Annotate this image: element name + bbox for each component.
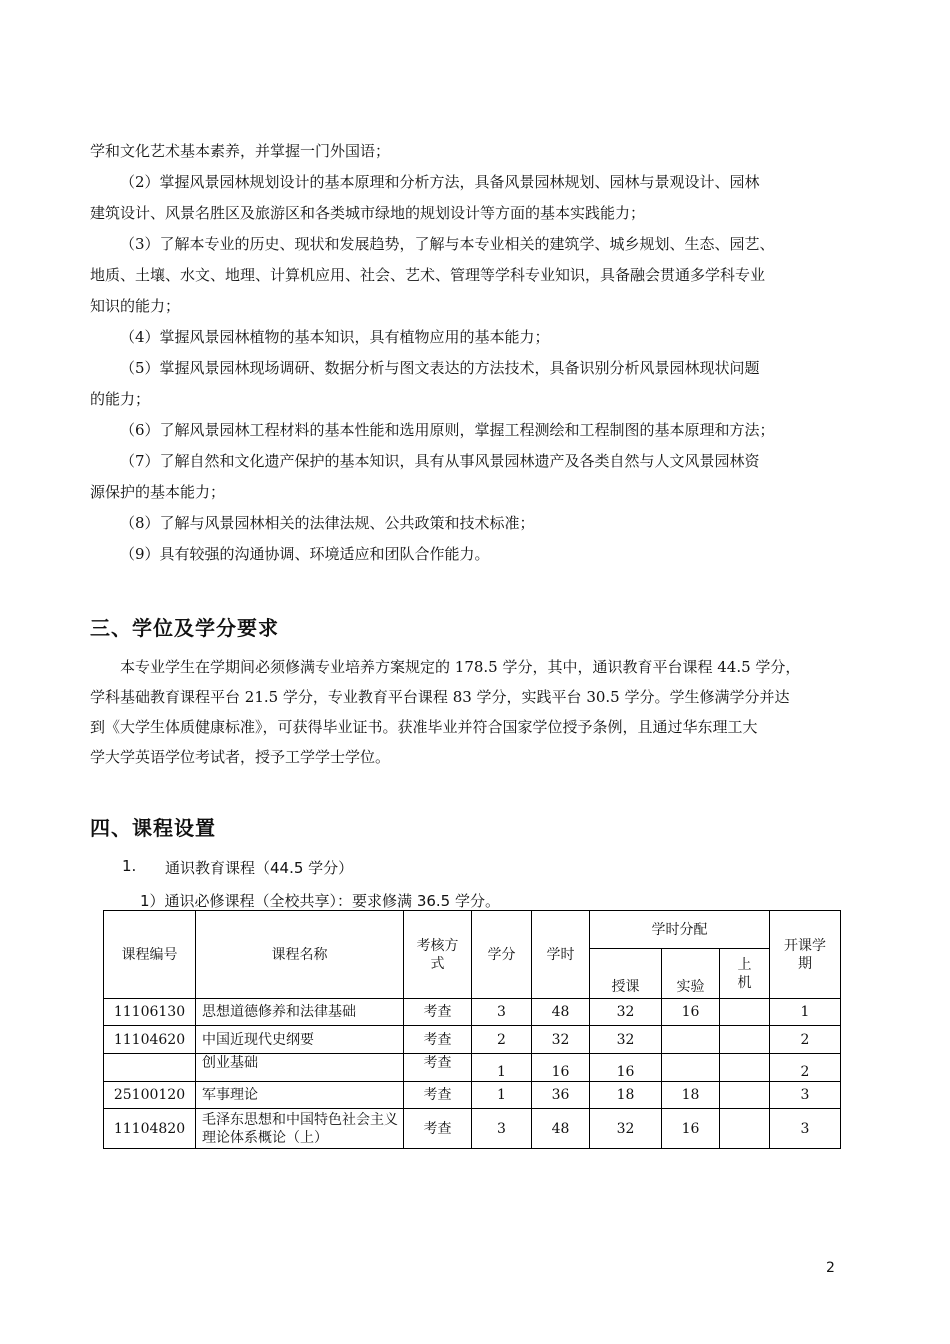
- cell-lab: [662, 1054, 720, 1082]
- header-term: 开课学期: [770, 911, 841, 999]
- cell-lecture: 32: [590, 1026, 662, 1054]
- list-line: 源保护的基本能力；: [90, 483, 226, 501]
- list-line: 的能力；: [90, 390, 151, 408]
- cell-name: 军事理论: [196, 1082, 404, 1109]
- cell-hours: 36: [532, 1082, 590, 1109]
- cell-exam: 考查: [404, 1054, 472, 1082]
- cell-hours: 48: [532, 1109, 590, 1149]
- header-lecture: 授课: [590, 949, 662, 999]
- subsection-number: 1.: [122, 857, 137, 875]
- cell-term: 1: [770, 999, 841, 1026]
- header-hours: 学时: [532, 911, 590, 999]
- cell-code: 11106130: [104, 999, 196, 1026]
- cell-lecture: 18: [590, 1082, 662, 1109]
- header-computer: 上机: [720, 949, 770, 999]
- list-item-8: （8）了解与风景园林相关的法律法规、公共政策和技术标准；: [120, 514, 535, 532]
- section-4-heading: 四、课程设置: [90, 816, 216, 840]
- cell-lab: [662, 1026, 720, 1054]
- cell-lecture: 32: [590, 1109, 662, 1149]
- header-credit: 学分: [472, 911, 532, 999]
- table-row: [104, 1082, 841, 1109]
- cell-term: 3: [770, 1082, 841, 1109]
- cell-exam: 考查: [404, 1026, 472, 1054]
- list-item-7: （7）了解自然和文化遗产保护的基本知识，具有从事风景园林遗产及各类自然与人文风景园林资: [120, 452, 760, 470]
- cell-lab: 16: [662, 999, 720, 1026]
- list-line: 建筑设计、风景名胜区及旅游区和各类城市绿地的规划设计等方面的基本实践能力；: [90, 204, 646, 222]
- cell-code: [104, 1054, 196, 1082]
- cell-credit: 3: [472, 999, 532, 1026]
- sub-subsection-title: 1）通识必修课程（全校共享）：要求修满 36.5 学分。: [140, 892, 500, 910]
- header-lab: 实验: [662, 949, 720, 999]
- cell-credit: 1: [472, 1054, 532, 1082]
- body-line: 本专业学生在学期间必须修满专业培养方案规定的 178.5 学分，其中，通识教育平台课程 44.5 学分，: [120, 658, 801, 676]
- cell-lab: 16: [662, 1109, 720, 1149]
- cell-exam: 考查: [404, 1082, 472, 1109]
- list-line: 地质、土壤、水文、地理、计算机应用、社会、艺术、管理等学科专业知识，具备融会贯通多学科专业: [90, 266, 766, 284]
- list-item-9: （9）具有较强的沟通协调、环境适应和团队合作能力。: [120, 545, 490, 563]
- cell-computer: [720, 1026, 770, 1054]
- cell-exam: 考查: [404, 1109, 472, 1149]
- list-line: 知识的能力；: [90, 297, 181, 315]
- course-table: [103, 910, 841, 1149]
- list-item-2: （2）掌握风景园林规划设计的基本原理和分析方法，具备风景园林规划、园林与景观设计、园林: [120, 173, 760, 191]
- section-3-heading: 三、学位及学分要求: [90, 616, 279, 640]
- cell-lecture: 16: [590, 1054, 662, 1082]
- cell-code: 11104620: [104, 1026, 196, 1054]
- body-line: 学科基础教育课程平台 21.5 学分，专业教育平台课程 83 学分，实践平台 30.5 学分。学生修满学分并达: [90, 688, 790, 706]
- cell-hours: 16: [532, 1054, 590, 1082]
- table-row: [104, 999, 841, 1026]
- cell-exam: 考查: [404, 999, 472, 1026]
- list-item-5: （5）掌握风景园林现场调研、数据分析与图文表达的方法技术，具备识别分析风景园林现状问题: [120, 359, 760, 377]
- cell-code: 25100120: [104, 1082, 196, 1109]
- section-3-body: [90, 652, 870, 772]
- table-row: [104, 1109, 841, 1149]
- list-line: 学和文化艺术基本素养，并掌握一门外国语；: [90, 142, 391, 160]
- requirements-list: [90, 136, 870, 570]
- body-line: 学大学英语学位考试者，授予工学学士学位。: [90, 748, 391, 766]
- cell-hours: 48: [532, 999, 590, 1026]
- cell-name: 创业基础: [196, 1054, 404, 1082]
- cell-code: 11104820: [104, 1109, 196, 1149]
- cell-name: 思想道德修养和法律基础: [196, 999, 404, 1026]
- subsection-title: 通识教育课程（44.5 学分）: [165, 859, 354, 877]
- table-row: [104, 1026, 841, 1054]
- cell-term: 2: [770, 1026, 841, 1054]
- cell-computer: [720, 1109, 770, 1149]
- list-item-6: （6）了解风景园林工程材料的基本性能和选用原则，掌握工程测绘和工程制图的基本原理和方法；: [120, 421, 775, 439]
- cell-computer: [720, 1054, 770, 1082]
- cell-credit: 1: [472, 1082, 532, 1109]
- header-code: 课程编号: [104, 911, 196, 999]
- page-number: 2: [826, 1260, 835, 1276]
- cell-term: 3: [770, 1109, 841, 1149]
- cell-hours: 32: [532, 1026, 590, 1054]
- cell-name: 中国近现代史纲要: [196, 1026, 404, 1054]
- header-exam: 考核方式: [404, 911, 472, 999]
- body-line: 到《大学生体质健康标准》，可获得毕业证书。获准毕业并符合国家学位授予条例，且通过华东理工大: [90, 718, 758, 736]
- cell-lab: 18: [662, 1082, 720, 1109]
- header-alloc: 学时分配: [590, 911, 770, 949]
- cell-credit: 3: [472, 1109, 532, 1149]
- table-row: [104, 1054, 841, 1082]
- cell-computer: [720, 1082, 770, 1109]
- cell-name: 毛泽东思想和中国特色社会主义理论体系概论（上）: [196, 1109, 404, 1149]
- cell-computer: [720, 999, 770, 1026]
- cell-term: 2: [770, 1054, 841, 1082]
- header-name: 课程名称: [196, 911, 404, 999]
- list-item-3: （3）了解本专业的历史、现状和发展趋势，了解与本专业相关的建筑学、城乡规划、生态、园艺、: [120, 235, 775, 253]
- cell-credit: 2: [472, 1026, 532, 1054]
- list-item-4: （4）掌握风景园林植物的基本知识，具有植物应用的基本能力；: [120, 328, 550, 346]
- cell-lecture: 32: [590, 999, 662, 1026]
